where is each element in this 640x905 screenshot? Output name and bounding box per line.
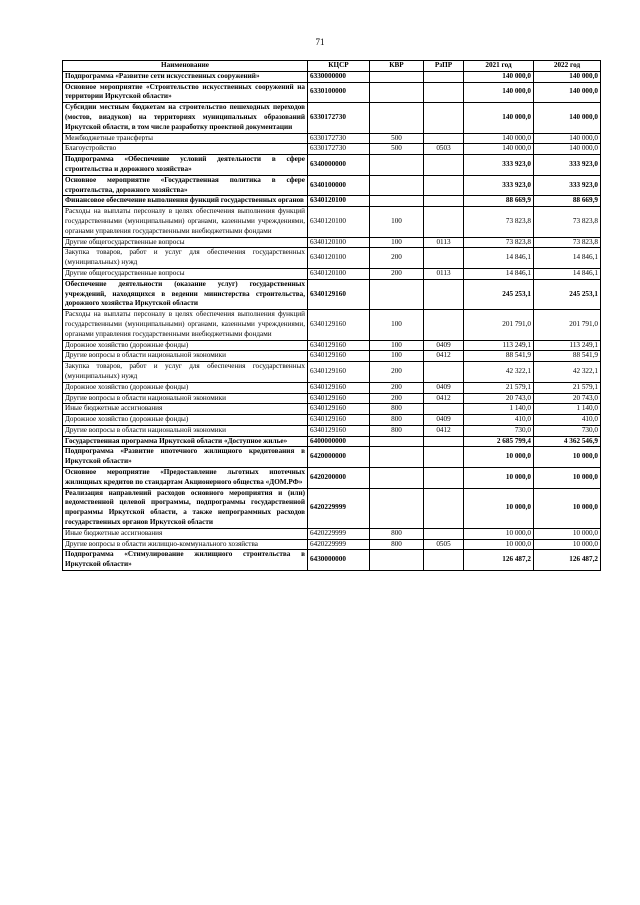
cell-rzpr xyxy=(424,310,464,340)
cell-2022: 88 541,9 xyxy=(534,351,601,362)
cell-rzpr xyxy=(424,155,464,176)
cell-rzpr xyxy=(424,468,464,489)
cell-name: Основное мероприятие «Предоставление льготных ипотечных жилищных кредитов по стандартам Акционерного общества «ДОМ.РФ» xyxy=(63,468,308,489)
table-row xyxy=(63,415,601,426)
cell-2021: 140 000,0 xyxy=(464,103,534,133)
cell-2022: 140 000,0 xyxy=(534,103,601,133)
header-kcsr: КЦСР xyxy=(308,61,370,72)
cell-name: Благоустройство xyxy=(63,144,308,155)
cell-kcsr: 6340000000 xyxy=(308,155,370,176)
cell-name: Дорожное хозяйство (дорожные фонды) xyxy=(63,382,308,393)
table-row xyxy=(63,133,601,144)
cell-name: Расходы на выплаты персоналу в целях обеспечения выполнения функций государственными (муниципальными) органами, казенными учреждениями, органами управления государственными внебюджетными фондами xyxy=(63,310,308,340)
cell-name: Реализация направлений расходов основного мероприятия и (или) ведомственной целевой программы, подпрограммы государственной программы Иркутской области, а также непрограммных расходов государственных органов Иркутской области xyxy=(63,488,308,528)
cell-kcsr: 6340129160 xyxy=(308,404,370,415)
cell-kvr xyxy=(370,436,424,447)
cell-name: Дорожное хозяйство (дорожные фонды) xyxy=(63,340,308,351)
cell-kcsr: 6330000000 xyxy=(308,71,370,82)
cell-rzpr: 0409 xyxy=(424,340,464,351)
cell-name: Другие вопросы в области национальной экономики xyxy=(63,393,308,404)
cell-2021: 88 669,9 xyxy=(464,196,534,207)
table-row xyxy=(63,382,601,393)
cell-name: Основное мероприятие «Строительство искусственных сооружений на территории Иркутской области» xyxy=(63,82,308,103)
cell-name: Государственная программа Иркутской области «Доступное жилье» xyxy=(63,436,308,447)
cell-kcsr: 6420200000 xyxy=(308,468,370,489)
header-2021: 2021 год xyxy=(464,61,534,72)
table-row xyxy=(63,71,601,82)
cell-2021: 333 923,0 xyxy=(464,175,534,196)
cell-2022: 73 823,8 xyxy=(534,237,601,248)
cell-rzpr xyxy=(424,248,464,269)
cell-2022: 73 823,8 xyxy=(534,207,601,237)
cell-kcsr: 6340129160 xyxy=(308,310,370,340)
cell-2021: 126 487,2 xyxy=(464,550,534,571)
cell-kvr: 500 xyxy=(370,144,424,155)
cell-2021: 10 000,0 xyxy=(464,447,534,468)
header-2022: 2022 год xyxy=(534,61,601,72)
cell-2022: 113 249,1 xyxy=(534,340,601,351)
cell-kvr xyxy=(370,155,424,176)
cell-name: Подпрограмма «Развитие ипотечного жилищного кредитования в Иркутской области» xyxy=(63,447,308,468)
cell-name: Иные бюджетные ассигнования xyxy=(63,528,308,539)
cell-name: Закупка товаров, работ и услуг для обеспечения государственных (муниципальных) нужд xyxy=(63,362,308,383)
cell-2022: 10 000,0 xyxy=(534,539,601,550)
cell-name: Дорожное хозяйство (дорожные фонды) xyxy=(63,415,308,426)
cell-name: Финансовое обеспечение выполнения функций государственных органов xyxy=(63,196,308,207)
cell-rzpr: 0412 xyxy=(424,425,464,436)
cell-rzpr xyxy=(424,528,464,539)
cell-kvr: 200 xyxy=(370,248,424,269)
cell-kvr xyxy=(370,279,424,309)
cell-rzpr xyxy=(424,82,464,103)
cell-kvr xyxy=(370,447,424,468)
cell-kcsr: 6420229999 xyxy=(308,539,370,550)
cell-kcsr: 6340129160 xyxy=(308,425,370,436)
header-name: Наименование xyxy=(63,61,308,72)
cell-2022: 730,0 xyxy=(534,425,601,436)
cell-kcsr: 6330172730 xyxy=(308,133,370,144)
cell-rzpr xyxy=(424,447,464,468)
table-row xyxy=(63,196,601,207)
cell-kcsr: 6420229999 xyxy=(308,528,370,539)
cell-rzpr xyxy=(424,488,464,528)
cell-kvr: 200 xyxy=(370,268,424,279)
cell-name: Иные бюджетные ассигнования xyxy=(63,404,308,415)
cell-2021: 14 846,1 xyxy=(464,248,534,269)
cell-2021: 73 823,8 xyxy=(464,207,534,237)
cell-kvr: 100 xyxy=(370,207,424,237)
cell-kvr: 200 xyxy=(370,393,424,404)
cell-2022: 14 846,1 xyxy=(534,248,601,269)
cell-kcsr: 6330172730 xyxy=(308,103,370,133)
cell-rzpr: 0113 xyxy=(424,268,464,279)
table-row xyxy=(63,144,601,155)
cell-kvr xyxy=(370,71,424,82)
cell-kvr: 100 xyxy=(370,237,424,248)
cell-kvr: 800 xyxy=(370,528,424,539)
cell-rzpr xyxy=(424,550,464,571)
cell-2021: 10 000,0 xyxy=(464,468,534,489)
table-row xyxy=(63,82,601,103)
cell-kcsr: 6340120100 xyxy=(308,207,370,237)
cell-2022: 88 669,9 xyxy=(534,196,601,207)
cell-kvr xyxy=(370,103,424,133)
cell-2021: 333 923,0 xyxy=(464,155,534,176)
table-row xyxy=(63,207,601,237)
cell-rzpr: 0113 xyxy=(424,237,464,248)
cell-rzpr: 0412 xyxy=(424,393,464,404)
cell-name: Другие вопросы в области жилищно-коммунального хозяйства xyxy=(63,539,308,550)
cell-kcsr: 6400000000 xyxy=(308,436,370,447)
cell-2021: 10 000,0 xyxy=(464,488,534,528)
page-number: 71 xyxy=(315,37,325,47)
cell-kvr xyxy=(370,82,424,103)
cell-2021: 140 000,0 xyxy=(464,82,534,103)
cell-2021: 140 000,0 xyxy=(464,133,534,144)
table-row xyxy=(63,488,601,528)
table-row xyxy=(63,468,601,489)
table-row xyxy=(63,404,601,415)
cell-rzpr: 0409 xyxy=(424,382,464,393)
cell-kvr xyxy=(370,468,424,489)
cell-kcsr: 6330172730 xyxy=(308,144,370,155)
cell-2022: 10 000,0 xyxy=(534,468,601,489)
cell-2022: 14 846,1 xyxy=(534,268,601,279)
table-row xyxy=(63,279,601,309)
cell-2021: 2 685 799,4 xyxy=(464,436,534,447)
cell-rzpr xyxy=(424,103,464,133)
cell-kcsr: 6340100000 xyxy=(308,175,370,196)
cell-kcsr: 6340120100 xyxy=(308,196,370,207)
cell-2022: 140 000,0 xyxy=(534,82,601,103)
cell-kvr: 200 xyxy=(370,382,424,393)
cell-kcsr: 6340120100 xyxy=(308,237,370,248)
cell-2022: 333 923,0 xyxy=(534,175,601,196)
cell-2022: 410,0 xyxy=(534,415,601,426)
cell-2021: 88 541,9 xyxy=(464,351,534,362)
cell-rzpr xyxy=(424,404,464,415)
cell-kvr xyxy=(370,488,424,528)
cell-rzpr xyxy=(424,196,464,207)
cell-2021: 42 322,1 xyxy=(464,362,534,383)
table-row xyxy=(63,248,601,269)
table-row xyxy=(63,103,601,133)
header-rzpr: РзПР xyxy=(424,61,464,72)
cell-kcsr: 6340129160 xyxy=(308,382,370,393)
cell-kcsr: 6340120100 xyxy=(308,268,370,279)
cell-2022: 20 743,0 xyxy=(534,393,601,404)
cell-rzpr xyxy=(424,71,464,82)
table-row xyxy=(63,550,601,571)
table-row xyxy=(63,436,601,447)
cell-2022: 1 140,0 xyxy=(534,404,601,415)
cell-name: Подпрограмма «Развитие сети искусственных сооружений» xyxy=(63,71,308,82)
cell-name: Другие общегосударственные вопросы xyxy=(63,268,308,279)
cell-2022: 201 791,0 xyxy=(534,310,601,340)
cell-2022: 42 322,1 xyxy=(534,362,601,383)
cell-rzpr xyxy=(424,175,464,196)
cell-2022: 140 000,0 xyxy=(534,71,601,82)
cell-kvr: 200 xyxy=(370,362,424,383)
table-row xyxy=(63,268,601,279)
cell-kvr xyxy=(370,550,424,571)
table-row xyxy=(63,393,601,404)
cell-name: Подпрограмма «Обеспечение условий деятельности в сфере строительства и дорожного хозяйства» xyxy=(63,155,308,176)
cell-2022: 333 923,0 xyxy=(534,155,601,176)
cell-2022: 21 579,1 xyxy=(534,382,601,393)
table-row xyxy=(63,528,601,539)
cell-name: Другие вопросы в области национальной экономики xyxy=(63,351,308,362)
cell-2022: 245 253,1 xyxy=(534,279,601,309)
cell-kvr: 100 xyxy=(370,310,424,340)
cell-kcsr: 6340129160 xyxy=(308,340,370,351)
cell-kcsr: 6420229999 xyxy=(308,488,370,528)
table-row xyxy=(63,340,601,351)
cell-name: Другие вопросы в области национальной экономики xyxy=(63,425,308,436)
cell-2021: 14 846,1 xyxy=(464,268,534,279)
cell-2021: 10 000,0 xyxy=(464,528,534,539)
cell-kcsr: 6330100000 xyxy=(308,82,370,103)
cell-kvr xyxy=(370,196,424,207)
cell-rzpr: 0412 xyxy=(424,351,464,362)
cell-name: Обеспечение деятельности (оказание услуг) государственных учреждений, находящихся в ведении министерства строительства, дорожного хозяйства Иркутской области xyxy=(63,279,308,309)
header-kvr: КВР xyxy=(370,61,424,72)
cell-rzpr xyxy=(424,436,464,447)
table-row xyxy=(63,447,601,468)
cell-2021: 730,0 xyxy=(464,425,534,436)
cell-2021: 245 253,1 xyxy=(464,279,534,309)
table-row xyxy=(63,539,601,550)
cell-kvr: 800 xyxy=(370,415,424,426)
cell-2021: 410,0 xyxy=(464,415,534,426)
cell-kvr: 800 xyxy=(370,539,424,550)
cell-name: Подпрограмма «Стимулирование жилищного строительства в Иркутской области» xyxy=(63,550,308,571)
table-row xyxy=(63,155,601,176)
cell-2022: 10 000,0 xyxy=(534,488,601,528)
cell-2022: 126 487,2 xyxy=(534,550,601,571)
cell-kcsr: 6340129160 xyxy=(308,279,370,309)
cell-rzpr: 0409 xyxy=(424,415,464,426)
cell-kcsr: 6430000000 xyxy=(308,550,370,571)
cell-kcsr: 6340129160 xyxy=(308,415,370,426)
cell-rzpr xyxy=(424,279,464,309)
cell-rzpr: 0503 xyxy=(424,144,464,155)
table-row xyxy=(63,310,601,340)
cell-kvr: 800 xyxy=(370,425,424,436)
cell-2022: 4 362 546,9 xyxy=(534,436,601,447)
cell-rzpr xyxy=(424,133,464,144)
cell-2022: 140 000,0 xyxy=(534,144,601,155)
cell-2021: 201 791,0 xyxy=(464,310,534,340)
cell-2021: 73 823,8 xyxy=(464,237,534,248)
table-row xyxy=(63,351,601,362)
cell-2022: 10 000,0 xyxy=(534,447,601,468)
cell-kvr xyxy=(370,175,424,196)
cell-rzpr xyxy=(424,207,464,237)
cell-name: Другие общегосударственные вопросы xyxy=(63,237,308,248)
cell-2021: 140 000,0 xyxy=(464,144,534,155)
cell-kcsr: 6340129160 xyxy=(308,393,370,404)
cell-kvr: 500 xyxy=(370,133,424,144)
table-row xyxy=(63,362,601,383)
cell-2022: 10 000,0 xyxy=(534,528,601,539)
cell-2021: 10 000,0 xyxy=(464,539,534,550)
cell-2021: 20 743,0 xyxy=(464,393,534,404)
cell-name: Основное мероприятие «Государственная политика в сфере строительства, дорожного хозяйства» xyxy=(63,175,308,196)
cell-kvr: 100 xyxy=(370,340,424,351)
table-row xyxy=(63,237,601,248)
cell-kvr: 800 xyxy=(370,404,424,415)
cell-2021: 140 000,0 xyxy=(464,71,534,82)
cell-name: Субсидии местным бюджетам на строительство пешеходных переходов (мостов, виадуков) на территориях муниципальных образований Иркутской области, в том числе разработку проектной документации xyxy=(63,103,308,133)
cell-2021: 113 249,1 xyxy=(464,340,534,351)
budget-table xyxy=(62,60,601,571)
table-row xyxy=(63,175,601,196)
table-body xyxy=(63,71,601,570)
table-header xyxy=(63,61,601,72)
cell-kcsr: 6340120100 xyxy=(308,248,370,269)
cell-kcsr: 6420000000 xyxy=(308,447,370,468)
table-row xyxy=(63,425,601,436)
cell-2021: 1 140,0 xyxy=(464,404,534,415)
cell-kcsr: 6340129160 xyxy=(308,351,370,362)
cell-2022: 140 000,0 xyxy=(534,133,601,144)
cell-rzpr xyxy=(424,362,464,383)
cell-name: Закупка товаров, работ и услуг для обеспечения государственных (муниципальных) нужд xyxy=(63,248,308,269)
cell-kvr: 100 xyxy=(370,351,424,362)
cell-2021: 21 579,1 xyxy=(464,382,534,393)
cell-name: Межбюджетные трансферты xyxy=(63,133,308,144)
cell-rzpr: 0505 xyxy=(424,539,464,550)
cell-name: Расходы на выплаты персоналу в целях обеспечения выполнения функций государственными (муниципальными) органами, казенными учреждениями, органами управления государственными внебюджетными фондами xyxy=(63,207,308,237)
cell-kcsr: 6340129160 xyxy=(308,362,370,383)
